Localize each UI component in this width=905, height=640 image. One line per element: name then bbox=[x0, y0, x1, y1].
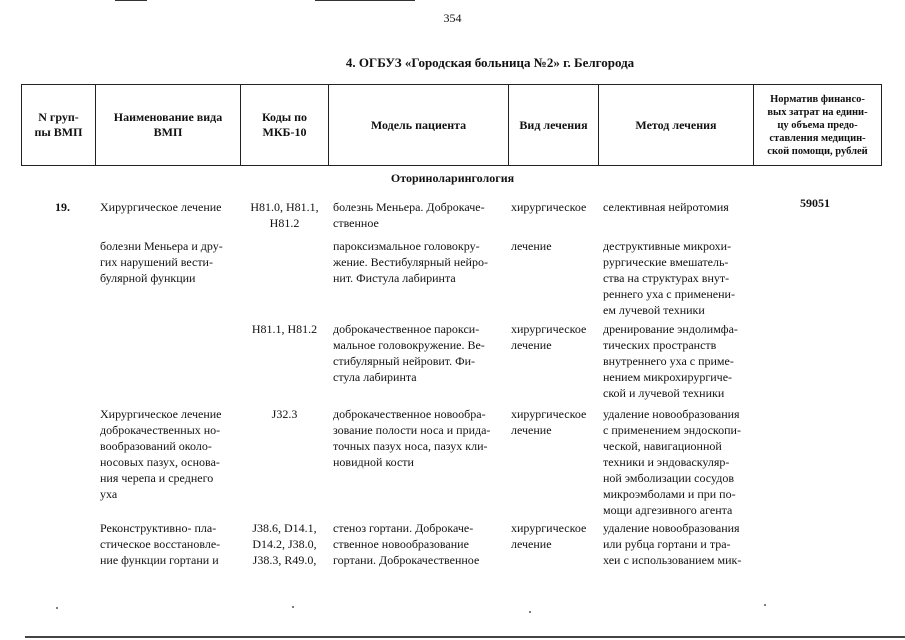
scan-edge-line bbox=[315, 0, 415, 1]
scan-speck bbox=[292, 606, 294, 608]
treatment-method: селективная нейротомия bbox=[603, 200, 729, 214]
vmp-name: Хирургическое лечение bbox=[100, 200, 222, 214]
icd-codes: J38.6, D14.1, D14.2, J38.0, J38.3, R49.0, bbox=[252, 521, 317, 567]
scan-speck bbox=[56, 607, 58, 609]
header-treatment-method: Метод лечения bbox=[635, 117, 717, 132]
patient-model: стеноз гортани. Доброкаче- ственное новообразование гортани. Доброкачественное bbox=[333, 521, 480, 567]
patient-model: доброкачественное парокси- мальное головокружение. Ве- стибулярный нейровит. Фи- стула лабиринта bbox=[333, 322, 485, 384]
treatment-method: дренирование эндолимфа- тических пространств внутреннего уха с приме- нением микрохирургиче- ской и лучевой техники bbox=[603, 322, 738, 400]
document-title: 4. ОГБУЗ «Городская больница №2» г. Белгорода bbox=[345, 55, 635, 70]
header-cost-norm: Норматив финансо- вых затрат на едини- цу объема предо- ставления медицин- ской помощи, рублей bbox=[767, 93, 868, 157]
cost-norm-value: 59051 bbox=[800, 196, 830, 210]
patient-model: болезнь Меньера. Доброкаче- ственное bbox=[333, 200, 485, 230]
treatment-type: хирургическое лечение bbox=[511, 521, 587, 551]
icd-codes: H81.1, H81.2 bbox=[251, 322, 318, 336]
header-patient-model: Модель пациента bbox=[370, 117, 467, 132]
treatment-method: удаление новообразования с применением эндоскопи- ческой, навигационной техники и эндоваскуляр- ной эмболизации сосудов микроэмболами и при по- мощи адгезивного агента bbox=[603, 407, 741, 517]
page-number: 354 bbox=[443, 11, 462, 25]
treatment-type: хирургическое лечение bbox=[511, 322, 587, 352]
vmp-name: Хирургическое лечение доброкачественных но- вообразований около- носовых пазух, основа- ния черепа и среднего уха bbox=[100, 407, 222, 501]
treatment-type: хирургическое bbox=[511, 200, 587, 214]
vmp-name: Реконструктивно- пла- стическое восстановле- ние функции гортани и bbox=[100, 521, 221, 567]
treatment-method: удаление новообразования или рубца гортани и тра- хеи с использованием мик- bbox=[603, 521, 742, 567]
treatment-method: деструктивные микрохи- рургические вмешатель- ства на структурах внут- реннего уха с применени- ем лучевой техники bbox=[603, 239, 735, 317]
header-group-number: N груп- пы ВМП bbox=[34, 110, 83, 139]
patient-model: пароксизмальное головокру- жение. Вестибулярный нейро- нит. Фистула лабиринта bbox=[333, 239, 488, 285]
scan-speck bbox=[529, 611, 531, 613]
icd-codes: J32.3 bbox=[271, 407, 298, 421]
patient-model: доброкачественное новообра- зование полости носа и прида- точных пазух носа, пазух кли- новидной кости bbox=[333, 407, 491, 469]
header-vmp-name: Наименование вида ВМП bbox=[113, 110, 223, 139]
scan-edge-line bbox=[25, 636, 905, 638]
group-number: 19. bbox=[55, 200, 70, 214]
section-title: Оториноларингология bbox=[390, 171, 515, 185]
treatment-type: хирургическое лечение bbox=[511, 407, 587, 437]
scan-edge-line bbox=[115, 0, 147, 1]
vmp-name: болезни Меньера и дру- гих нарушений вести- булярной функции bbox=[100, 239, 223, 285]
header-icd-codes: Коды по МКБ-10 bbox=[261, 110, 308, 139]
icd-codes: H81.0, H81.1, H81.2 bbox=[250, 200, 319, 230]
scan-speck bbox=[764, 604, 766, 606]
header-treatment-type: Вид лечения bbox=[519, 117, 588, 132]
treatment-type: лечение bbox=[511, 239, 552, 253]
